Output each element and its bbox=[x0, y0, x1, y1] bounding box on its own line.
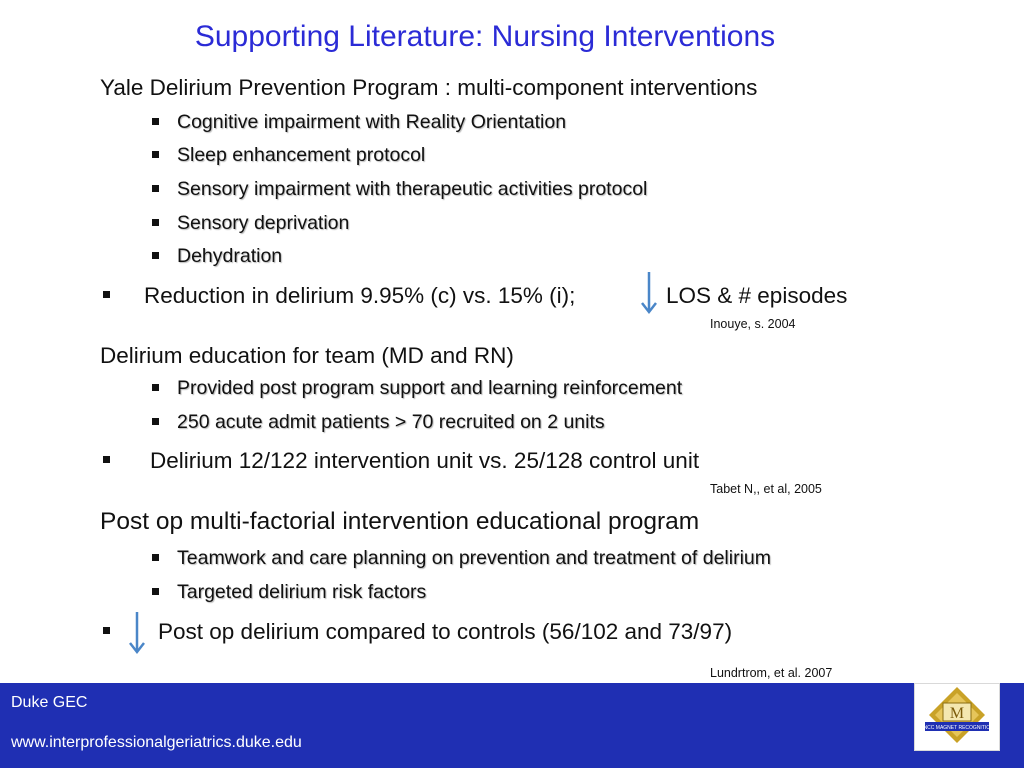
square-bullet-icon bbox=[152, 588, 159, 595]
section2-heading: Delirium education for team (MD and RN) bbox=[100, 343, 514, 368]
square-bullet-icon bbox=[152, 418, 159, 425]
section1-bullet-5: Dehydration bbox=[177, 245, 283, 267]
section1-result-text: Reduction in delirium 9.95% (c) vs. 15% (i); bbox=[144, 283, 576, 308]
square-bullet-icon bbox=[152, 252, 159, 259]
section2-citation: Tabet N,, et al, 2005 bbox=[710, 482, 822, 496]
section2-result: Delirium 12/122 intervention unit vs. 25/128 control unit bbox=[150, 448, 700, 473]
section1-bullet-2: Sleep enhancement protocol bbox=[177, 144, 426, 166]
section3-bullet-2: Targeted delirium risk factors bbox=[177, 581, 427, 603]
slide-title: Supporting Literature: Nursing Interventions bbox=[194, 20, 776, 53]
magnet-logo bbox=[914, 683, 1000, 751]
down-arrow-icon bbox=[639, 270, 659, 316]
magnet-logo-letter: M bbox=[949, 705, 965, 722]
section3-bullet-1: Teamwork and care planning on prevention and treatment of delirium bbox=[177, 547, 772, 569]
footer-org: Duke GEC bbox=[11, 694, 88, 711]
down-arrow-icon bbox=[127, 610, 147, 656]
square-bullet-icon bbox=[152, 384, 159, 391]
section1-result-los: LOS & # episodes bbox=[666, 283, 848, 308]
square-bullet-icon bbox=[152, 118, 159, 125]
square-bullet-icon bbox=[103, 456, 110, 463]
section2-bullet-1: Provided post program support and learning reinforcement bbox=[177, 377, 683, 399]
footer-bar bbox=[0, 683, 1024, 768]
square-bullet-icon bbox=[103, 291, 110, 298]
square-bullet-icon bbox=[152, 185, 159, 192]
section1-bullet-4: Sensory deprivation bbox=[177, 212, 350, 234]
section1-bullet-1: Cognitive impairment with Reality Orientation bbox=[177, 111, 567, 133]
square-bullet-icon bbox=[103, 627, 110, 634]
section3-heading: Post op multi-factorial intervention educational program bbox=[100, 508, 700, 535]
section1-bullet-3: Sensory impairment with therapeutic activities protocol bbox=[177, 178, 648, 200]
magnet-logo-caption: ANCC MAGNET RECOGNITION bbox=[920, 725, 994, 731]
square-bullet-icon bbox=[152, 219, 159, 226]
section2-bullet-2: 250 acute admit patients > 70 recruited on 2 units bbox=[177, 411, 605, 433]
section1-heading: Yale Delirium Prevention Program : multi-component interventions bbox=[100, 75, 758, 100]
square-bullet-icon bbox=[152, 151, 159, 158]
footer-url-link[interactable]: www.interprofessionalgeriatrics.duke.edu bbox=[11, 734, 302, 751]
magnet-logo-graphic bbox=[915, 684, 999, 750]
square-bullet-icon bbox=[152, 554, 159, 561]
section3-result: Post op delirium compared to controls (56/102 and 73/97) bbox=[158, 619, 733, 644]
section3-citation: Lundrtrom, et al. 2007 bbox=[710, 666, 833, 680]
section1-citation: Inouye, s. 2004 bbox=[710, 317, 796, 331]
